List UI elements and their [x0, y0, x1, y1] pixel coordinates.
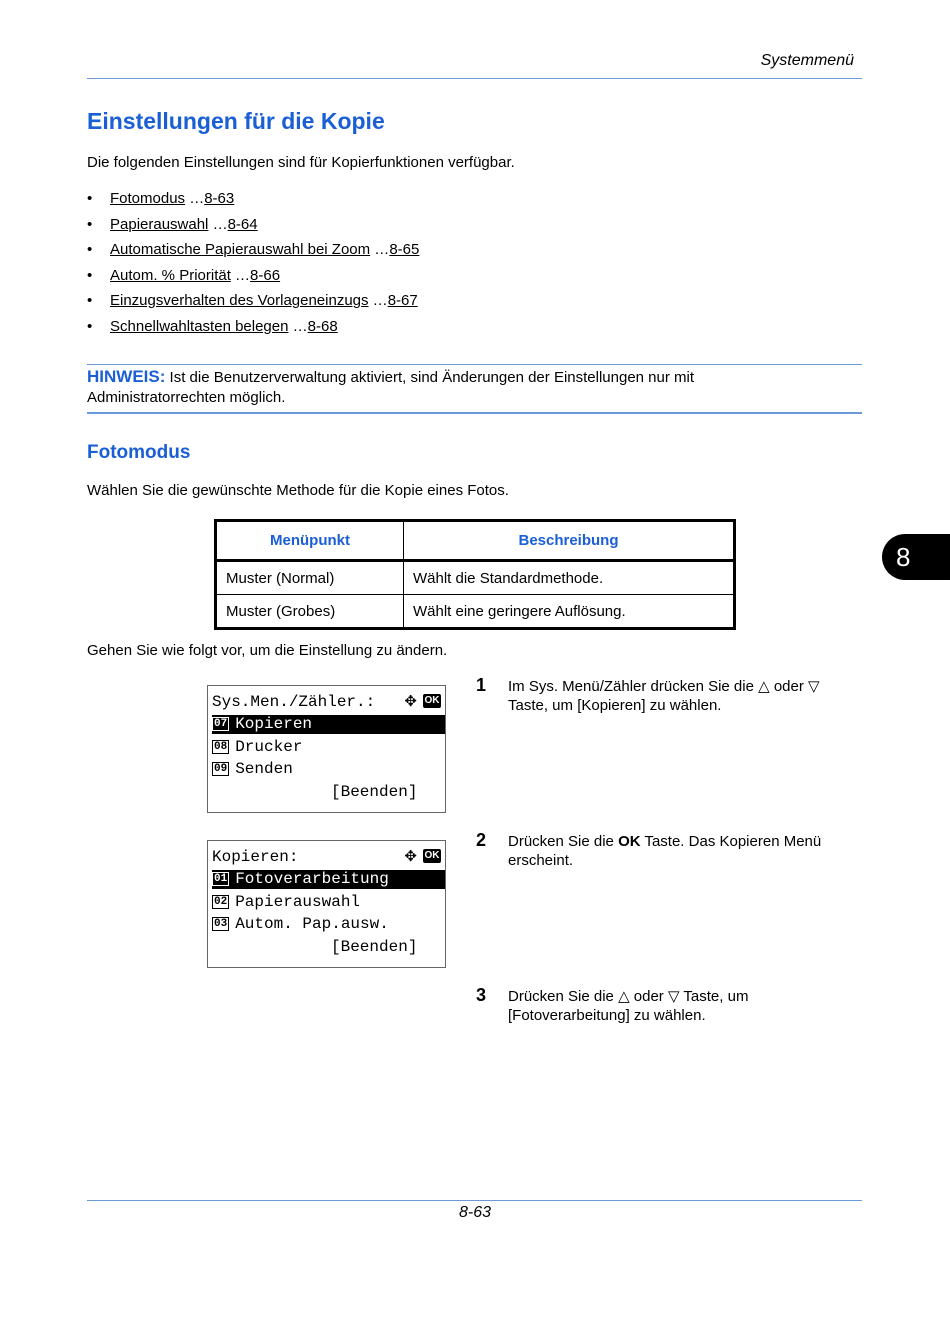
- lcd-menu-item: [212, 893, 360, 912]
- step-number: 1: [476, 675, 487, 695]
- link-auto-papierauswahl[interactable]: Automatische Papierauswahl bei Zoom: [110, 241, 371, 259]
- lcd-screen-sysmenu: [207, 685, 446, 813]
- step-text-part: Drücken Sie die: [508, 833, 619, 850]
- lcd-menu-item: [212, 760, 293, 779]
- intro-text: Die folgenden Einstellungen sind für Kopierfunktionen verfügbar.: [87, 154, 515, 171]
- running-header: Systemmenü: [760, 52, 854, 69]
- link-einzugsverhalten[interactable]: Einzugsverhalten des Vorlageneinzugs: [110, 292, 369, 310]
- step-text-part: oder: [769, 678, 809, 695]
- table-header-row: [216, 521, 735, 561]
- step-text-part: Taste. Das Kopieren Menü erscheint.: [508, 833, 822, 869]
- note-text: Ist die Benutzerverwaltung aktiviert, sind Änderungen der Einstellungen nur mit Administratorrechten möglich.: [87, 369, 695, 406]
- chapter-tab: [882, 534, 950, 580]
- page-ref-link[interactable]: 8-65: [389, 241, 420, 259]
- step-text-part: Drücken Sie die: [508, 988, 619, 1005]
- link-schnellwahltasten[interactable]: Schnellwahltasten belegen: [110, 317, 289, 335]
- step-number: 3: [476, 985, 487, 1005]
- column-header: Menüpunkt: [216, 521, 404, 561]
- down-arrow-icon: ▽: [667, 988, 680, 1005]
- step-text-part: Im Sys. Menü/Zähler drücken Sie die: [508, 678, 759, 695]
- item-label: Autom. Pap.ausw.: [235, 915, 389, 933]
- lcd-menu-item: [212, 915, 389, 934]
- lcd-title: Kopieren:: [212, 848, 299, 866]
- down-arrow-icon: ▽: [808, 678, 820, 695]
- page-ref-link[interactable]: 8-63: [204, 190, 235, 207]
- link-fotomodus[interactable]: Fotomodus: [110, 190, 186, 207]
- step-text: [508, 832, 858, 870]
- four-way-arrow-icon: ✥: [404, 692, 417, 710]
- step-number: 2: [476, 830, 487, 850]
- lcd-exit-label: [Beenden]: [331, 938, 418, 956]
- item-number: 02: [214, 896, 228, 908]
- step-text-part: Taste, um [Kopieren] zu wählen.: [508, 697, 722, 714]
- step-text-part: oder: [629, 988, 668, 1005]
- footer-rule: [87, 1200, 862, 1201]
- note-label: HINWEIS:: [87, 367, 166, 386]
- menu-table: [214, 519, 736, 630]
- list-item: • Papierauswahl …8-64: [87, 215, 258, 233]
- up-arrow-icon: △: [618, 988, 630, 1005]
- page-ref-link[interactable]: 8-66: [250, 266, 281, 284]
- item-label: Fotoverarbeitung: [235, 870, 389, 888]
- four-way-arrow-icon: ✥: [404, 847, 417, 865]
- lcd-menu-item-selected: [212, 715, 445, 734]
- lcd-title: Sys.Men./Zähler.:: [212, 693, 376, 711]
- note-box: [87, 367, 777, 408]
- link-papierauswahl[interactable]: Papierauswahl: [110, 215, 209, 233]
- item-number: 07: [214, 718, 228, 730]
- page-number: 8-63: [459, 1204, 492, 1221]
- ok-key-icon: OK: [424, 850, 440, 861]
- item-number: 01: [214, 873, 228, 885]
- item-label: Senden: [235, 760, 293, 778]
- page-title: Einstellungen für die Kopie: [87, 108, 385, 134]
- column-header: Beschreibung: [404, 521, 735, 561]
- link-autom-prioritaet[interactable]: Autom. % Priorität: [110, 266, 231, 284]
- step-text: [508, 987, 858, 1025]
- chapter-number: 8: [896, 542, 911, 572]
- ok-key-label: OK: [618, 833, 641, 850]
- table-row: [216, 595, 735, 629]
- section-intro: Wählen Sie die gewünschte Methode für die Kopie eines Fotos.: [87, 482, 509, 499]
- table-cell: Wählt eine geringere Auflösung.: [404, 595, 735, 629]
- list-item: • Automatische Papierauswahl bei Zoom …8-65: [87, 241, 420, 259]
- page-ref-link[interactable]: 8-64: [227, 215, 258, 233]
- page-ref-link[interactable]: 8-67: [387, 292, 418, 310]
- note-top-rule: [87, 364, 862, 365]
- item-label: Kopieren: [235, 715, 313, 733]
- list-item: • Schnellwahltasten belegen …8-68: [87, 317, 338, 335]
- link-list: [87, 189, 419, 343]
- list-item: • Einzugsverhalten des Vorlageneinzugs …8-67: [87, 292, 418, 310]
- header-rule: [87, 78, 862, 79]
- table-cell: Wählt die Standardmethode.: [404, 561, 735, 595]
- ok-key-icon: OK: [424, 695, 440, 706]
- item-number: 08: [214, 741, 228, 753]
- table-row: [216, 561, 735, 595]
- lcd-screen-kopieren: [207, 840, 446, 968]
- section-title: Fotomodus: [87, 442, 191, 463]
- step-text-part: Taste, um [Fotoverarbeitung] zu wählen.: [508, 988, 749, 1024]
- note-bottom-rule: [87, 412, 862, 414]
- list-item: • Autom. % Priorität …8-66: [87, 266, 281, 284]
- table-cell: Muster (Normal): [216, 561, 404, 595]
- item-label: Papierauswahl: [235, 893, 361, 911]
- item-number: 09: [214, 763, 228, 775]
- list-item: • Fotomodus …8-63: [87, 190, 235, 207]
- page-ref-link[interactable]: 8-68: [307, 317, 338, 335]
- lcd-exit-label: [Beenden]: [331, 783, 418, 801]
- step-text: [508, 677, 858, 715]
- lcd-menu-item-selected: [212, 870, 445, 889]
- table-cell: Muster (Grobes): [216, 595, 404, 629]
- item-number: 03: [214, 918, 228, 930]
- procedure-intro: Gehen Sie wie folgt vor, um die Einstellung zu ändern.: [87, 642, 448, 659]
- lcd-menu-item: [212, 738, 302, 757]
- up-arrow-icon: △: [758, 678, 770, 695]
- item-label: Drucker: [235, 738, 303, 756]
